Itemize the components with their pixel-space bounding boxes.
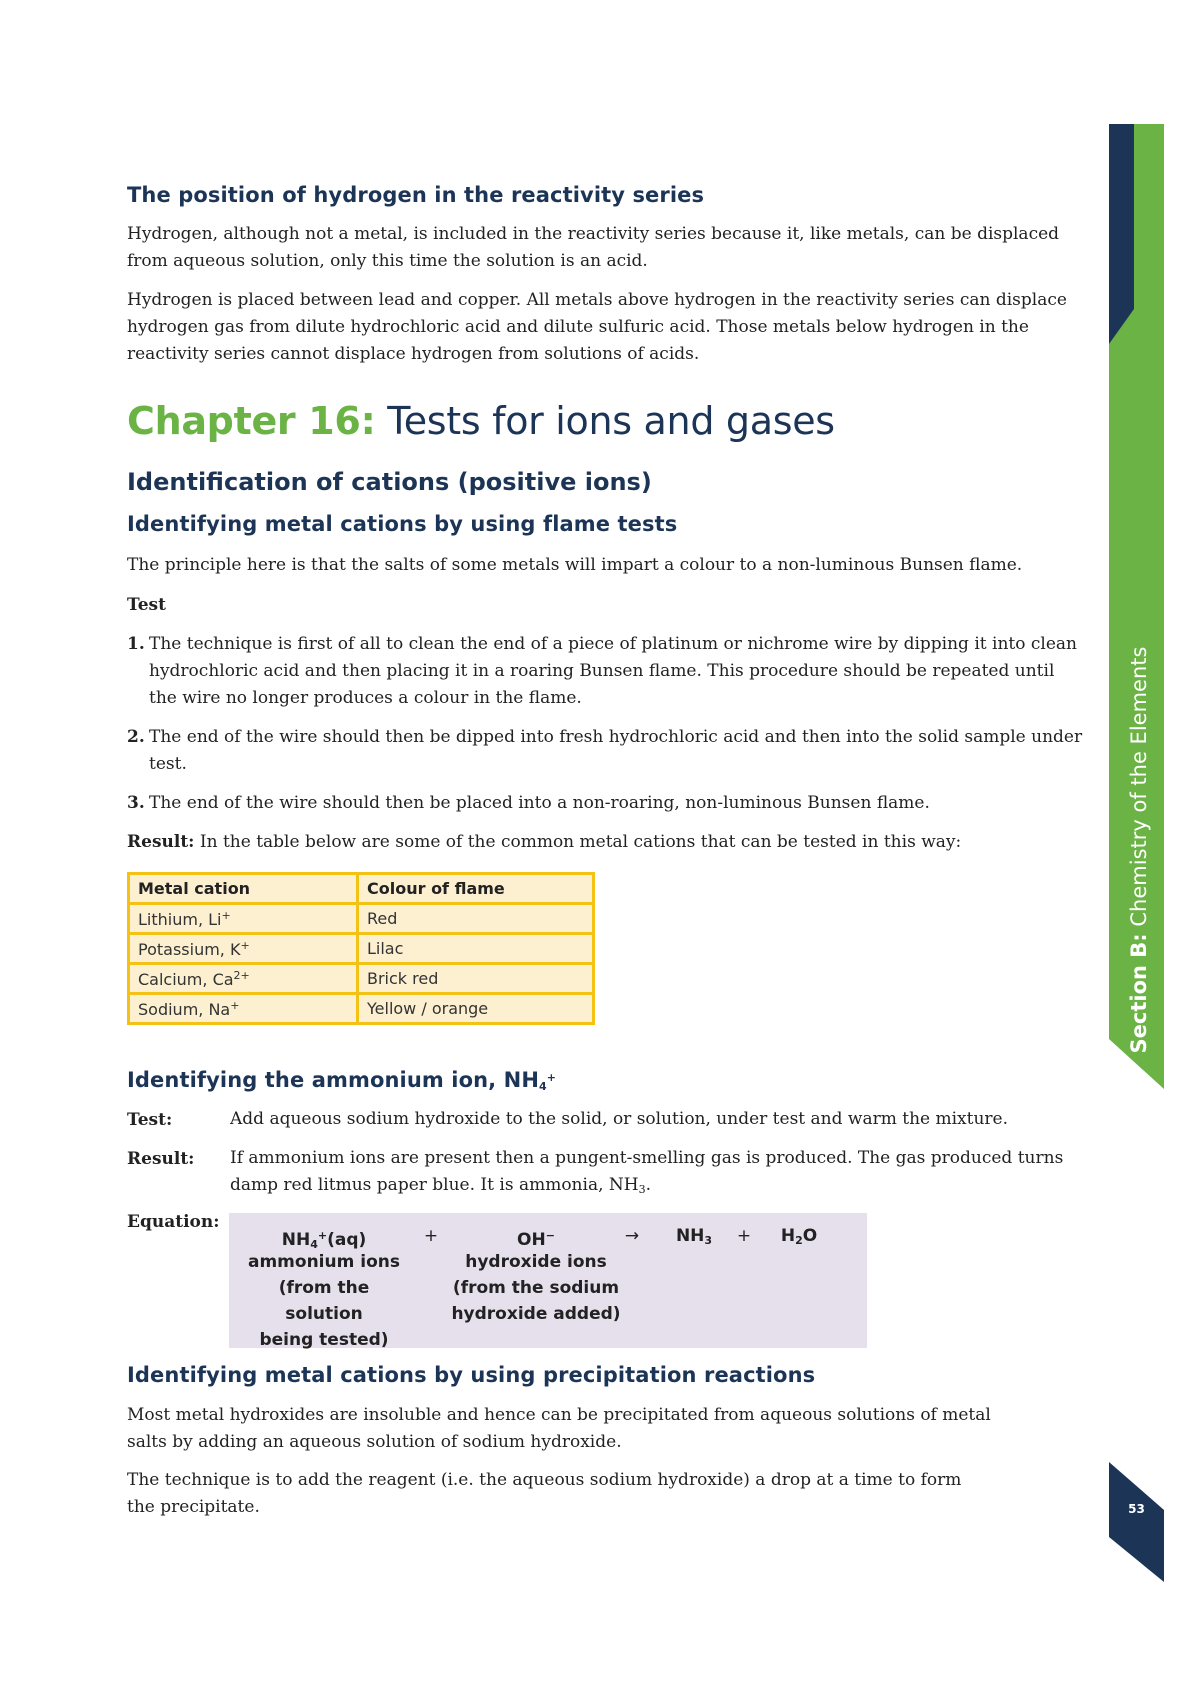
hydrogen-heading: The position of hydrogen in the reactivity series [127,183,705,207]
ammonium-heading [127,1068,556,1093]
reactant-1-note [239,1249,409,1353]
ammonium-test-text: Add aqueous sodium hydroxide to the solid, or solution, under test and warm the mixture. [230,1109,1008,1129]
ammonium-result-label: Result: [127,1149,195,1169]
chapter-title [127,399,835,443]
note-line: ammonium ions [248,1252,400,1272]
colour-cell: Lilac [358,934,594,964]
hydrogen-paragraph-1: Hydrogen, although not a metal, is included in the reactivity series because it, like metals, can be displaced from aqueous solution, only this time the solution is an acid. [127,224,1060,271]
result-line [127,829,1087,856]
step-1 [127,631,1087,712]
note-line: hydroxide ions [465,1252,607,1272]
cation-name: Sodium, Na [138,999,231,1019]
table-row [129,994,594,1024]
cation-name: Lithium, Li [138,909,222,929]
ammonium-result-text [230,1145,1090,1203]
equation-product-1 [659,1223,729,1254]
precip-p2-line1: The technique is to add the reagent (i.e. the aqueous sodium hydroxide) a drop at a time to form [127,1470,962,1490]
step-2 [127,724,1087,778]
cation-cell [129,994,358,1024]
result-text: In the table below are some of the common metal cations that can be tested in this way: [199,832,962,852]
section-heading: Identification of cations (positive ions) [127,468,652,496]
result-line-1: If ammonium ions are present then a pungent-smelling gas is produced. The gas produced turns [230,1148,1064,1168]
step-number: 3. [127,793,145,813]
test-label: Test [127,595,166,615]
flame-colour-table [127,872,595,1025]
cation-charge: + [221,908,231,922]
result-label: Result: [127,832,195,852]
step-text: The end of the wire should then be dipped into fresh hydrochloric acid and then into the solid sample under test. [149,727,1083,774]
product-1-formula: NH [675,1226,705,1246]
colour-cell: Brick red [358,964,594,994]
precip-p1-line2: salts by adding an aqueous solution of sodium hydroxide. [127,1432,622,1452]
product-1-sub: 3 [704,1234,713,1247]
equation-plus-2: + [736,1226,752,1246]
product-2-sub: 2 [795,1234,803,1247]
table-header-row [129,874,594,904]
ammonium-test-label: Test: [127,1110,173,1130]
side-tab-title: Chemistry of the Elements [1127,646,1151,927]
step-text: The technique is first of all to clean the end of a piece of platinum or nichrome wire by dipping it into clean hydrochloric acid and then placing it in a roaring Bunsen flame. This procedure should be repeated until the wire no longer produces a colour in the flame. [149,634,1077,708]
reactant-1-state: (aq) [327,1230,367,1250]
result-sub: 3 [638,1183,646,1196]
cation-charge: + [240,938,250,952]
side-tab-label-text [1127,647,1151,1054]
page-tab-shape [1109,1462,1164,1582]
hydrogen-paragraph-2: Hydrogen is placed between lead and copper. All metals above hydrogen in the reactivity series can displace hydrogen gas from dilute hydrochloric acid and dilute sulfuric acid. Those metals below hydrogen in the reactivity series cannot displace hydrogen from solutions of acids. [127,290,1067,364]
note-line: (from the sodium [452,1278,620,1298]
note-line: (from the solution [278,1278,370,1324]
reactant-1-sup: + [317,1229,328,1242]
equation-arrow: → [624,1226,640,1246]
product-2-formula: H [780,1226,796,1246]
step-3 [127,790,1087,817]
product-2-end: O [802,1226,818,1246]
precip-p2-line2: the precipitate. [127,1497,260,1517]
precipitation-heading: Identifying metal cations by using precipitation reactions [127,1363,816,1387]
flame-principle: The principle here is that the salts of some metals will impart a colour to a non-luminous Bunsen flame. [127,555,1023,575]
cation-name: Potassium, K [138,939,241,959]
cation-cell [129,904,358,934]
cation-charge: 2+ [233,968,250,982]
result-end: . [645,1175,651,1195]
chapter-number: Chapter 16: [127,399,376,443]
step-text: The end of the wire should then be placed into a non-roaring, non-luminous Bunsen flame. [149,793,930,813]
reactant-1-formula: NH [281,1230,311,1250]
precip-p1-line1: Most metal hydroxides are insoluble and hence can be precipitated from aqueous solutions of metal [127,1405,991,1425]
side-tab-navy-strip [1109,124,1134,344]
table-row [129,934,594,964]
table-row [129,904,594,934]
result-line-2: damp red litmus paper blue. It is ammonia, NH [230,1175,639,1195]
cation-cell [129,934,358,964]
precipitation-paragraph-2 [127,1467,1087,1521]
equation-plus-1: + [423,1226,439,1246]
reactant-2-note [451,1249,621,1327]
colour-cell: Yellow / orange [358,994,594,1024]
equation-product-2 [769,1223,829,1254]
ammonium-heading-sup: + [546,1071,557,1084]
ammonium-heading-text: Identifying the ammonium ion, NH [127,1068,540,1092]
header-metal-cation: Metal cation [129,874,358,904]
side-tab-section: Section B: [1127,933,1151,1054]
note-line: being tested) [259,1330,389,1350]
reactant-1-sub: 4 [310,1238,318,1251]
cation-cell [129,964,358,994]
ammonium-heading-sub: 4 [539,1080,547,1093]
cation-charge: + [230,998,240,1012]
reactant-2-sup: − [545,1229,555,1242]
page-number-tab [1109,1462,1164,1582]
equation-label: Equation: [127,1212,220,1232]
note-line: hydroxide added) [451,1304,621,1324]
colour-cell: Red [358,904,594,934]
chapter-name: Tests for ions and gases [387,399,835,443]
equation-box [229,1213,867,1348]
flame-tests-heading: Identifying metal cations by using flame tests [127,512,678,536]
reactant-2-formula: OH [517,1230,546,1250]
precipitation-paragraph-1 [127,1402,1087,1456]
header-colour-of-flame: Colour of flame [358,874,594,904]
step-number: 2. [127,727,145,747]
cation-name: Calcium, Ca [138,969,234,989]
table-row [129,964,594,994]
step-number: 1. [127,634,145,654]
page-number: 53 [1128,1502,1145,1516]
